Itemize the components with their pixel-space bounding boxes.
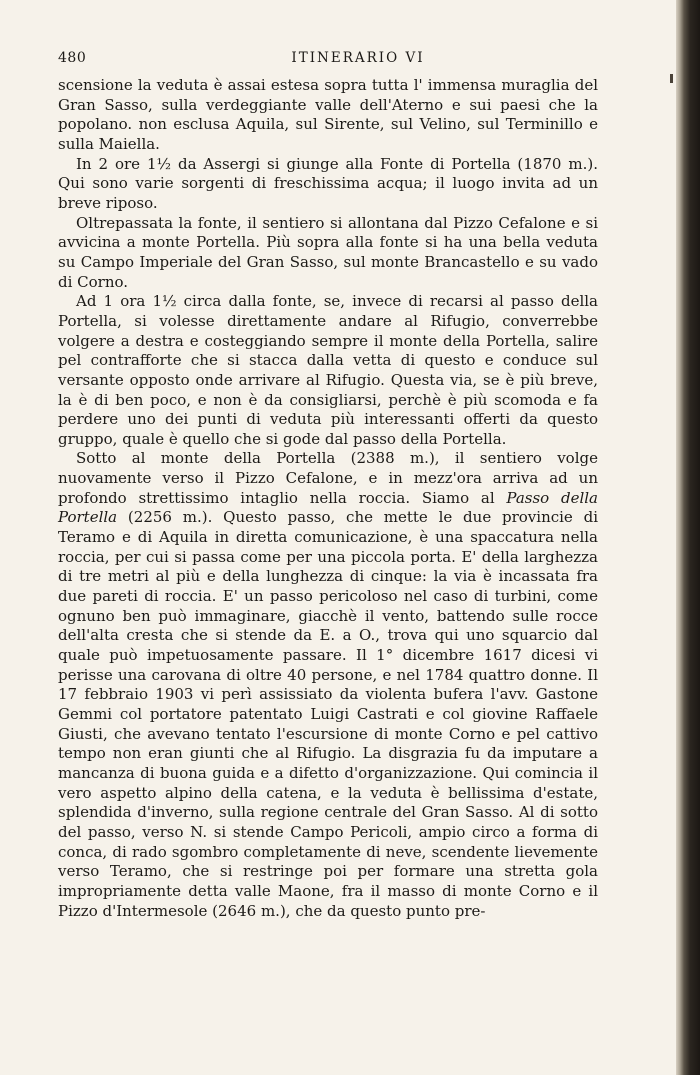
page-number: 480: [58, 50, 87, 66]
binding-edge: [676, 0, 700, 1075]
paragraph-1: scensione la veduta è assai estesa sopra tutta l' immensa muraglia del Gran Sasso, sulla verdeggiante valle dell'Aterno e sui paesi che la popolano. non esclusa Aquila, sul Sirente, sul Velino, sul Terminillo e sulla Maiella.: [58, 76, 598, 153]
paragraph-5-text-b: (2256 m.). Questo passo, che mette le due provincie di Teramo e di Aquila in diretta comunicazione, è una spaccatura nella roccia, per cui si passa come per una piccola porta. E' della larghezza di tre metri al più e della lunghezza di cinque: la via è incassata fra due pareti di roccia. E' un passo pericoloso nel caso di turbini, come ognuno ben può immaginare, giacchè il vento, battendo sulle rocce dell'alta cresta che si stende da E. a O., trova qui uno squarcio dal quale può impetuosamente passare. Il 1° dicembre 1617 dicesi vi perisse una carovana di oltre 40 persone, e nel 1784 quattro donne. Il 17 febbraio 1903 vi perì assissiato da violenta bufera l'avv. Gastone Gemmi col portatore patentato Luigi Castrati e col giovine Raffaele Giusti, che avevano tentato l'escursione di monte Corno e pel cattivo tempo non eran giunti che al Rifugio. La disgrazia fu da imputare a mancanza di buona guida e a difetto d'organizzazione. Qui comincia il vero aspetto alpino della catena, e la veduta è bellissima d'estate, splendida d'inverno, sulla regione centrale del Gran Sasso. Al di sotto del passo, verso N. si stende Campo Pericoli, ampio circo a forma di conca, di rado sgombro completamente di neve, scendente lievemente verso Teramo, che si restringe poi per formare una stretta gola impropriamente detta valle Maone, fra il masso di monte Corno e il Pizzo d'Intermesole (2646 m.), che da questo punto pre-: [58, 508, 598, 920]
passo-della-portella-italic: Passo della Portella: [58, 488, 598, 527]
paragraph-4: Ad 1 ora 1½ circa dalla fonte, se, invece di recarsi al passo della Portella, si volesse direttamente andare al Rifugio, converrebbe volgere a destra e costeggiando sempre il monte della Portella, salire pel contrafforte che si stacca dalla vetta di questo e conduce sul versante opposto onde arrivare al Rifugio. Questa via, se è più breve, la è di ben poco, e non è da consigliarsi, perchè è più scomoda e fa perdere uno dei punti di veduta più interessanti offerti da questo gruppo, quale è quello che si gode dal passo della Portella.: [58, 292, 598, 448]
page-header: [58, 50, 638, 74]
paragraph-5-text-a: Sotto al monte della Portella (2388 m.), il sentiero volge nuovamente verso il Pizzo Cefalone, e in mezz'ora arriva ad un profondo strettissimo intaglio nella roccia. Siamo al: [58, 449, 598, 507]
edge-mark: [670, 74, 673, 83]
paragraph-5: [58, 449, 598, 921]
paragraph-2: In 2 ore 1½ da Assergi si giunge alla Fonte di Portella (1870 m.). Qui sono varie sorgenti di freschissima acqua; il luogo invita ad un breve riposo.: [58, 154, 598, 212]
paragraph-3: Oltrepassata la fonte, il sentiero si allontana dal Pizzo Cefalone e si avvicina a monte Portella. Più sopra alla fonte si ha una bella veduta su Campo Imperiale del Gran Sasso, sul monte Brancastello e su vado di Corno.: [58, 213, 598, 291]
body-text: [58, 76, 598, 921]
running-head: ITINERARIO VI: [291, 50, 425, 66]
